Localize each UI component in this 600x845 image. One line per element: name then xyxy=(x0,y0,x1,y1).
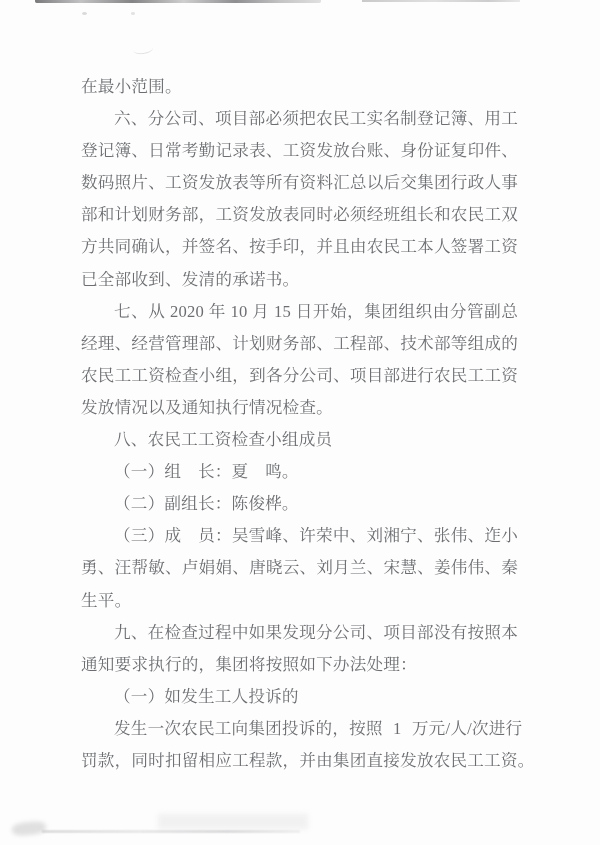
scan-artifact-top-line-left xyxy=(35,0,321,3)
scan-artifact-top-line-right xyxy=(362,0,520,2)
paragraph: 九、在检查过程中如果发现分公司、项目部没有按照本通知要求执行的，集团将按照如下办法处理： xyxy=(81,622,518,674)
scan-speck xyxy=(131,12,135,15)
paragraph: （三）成 员：吴雪峰、许荣中、刘湘宁、张伟、迮小勇、汪帮敏、卢娟娟、唐晓云、刘月兰、宋慧、姜伟伟、秦生平。 xyxy=(81,526,518,610)
paragraph: 发生一次农民工向集团投诉的，按照 1 万元/人/次进行罚款，同时扣留相应工程款，并由集团直接发放农民工工资。 xyxy=(81,718,535,770)
paragraph: 在最小范围。 xyxy=(81,77,182,96)
scan-artifact-bottom-line xyxy=(42,830,300,833)
paragraph: （二）副组长：陈俊桦。 xyxy=(114,494,299,514)
scan-artifact-bottom-smudge xyxy=(11,820,46,836)
scan-artifact-bottom-band xyxy=(158,814,308,829)
scan-squiggle-mark xyxy=(132,43,153,56)
paragraph: 八、农民工工资检查小组成员 xyxy=(114,430,333,450)
paragraph: （一）组 长：夏 鸣。 xyxy=(114,462,299,482)
paragraph: 六、分公司、项目部必须把农民工实名制登记簿、用工登记簿、日常考勤记录表、工资发放台账、身份证复印件、数码照片、工资发放表等所有资料汇总以后交集团行政人事部和计划财务部，工资发放表同时必须经班组长和农民工双方共同确认，并签名、按手印，并且由农民工本人签署工资已全部收到、发清的承诺书。 xyxy=(81,109,518,289)
document-body xyxy=(81,71,535,777)
scan-speck xyxy=(82,12,87,15)
paragraph: 七、从 2020 年 10 月 15 日开始，集团组织由分管副总经理、经营管理部、计划财务部、工程部、技术部等组成的农民工工资检查小组，到各分公司、项目部进行农民工工资发放情况以及通知执行情况检查。 xyxy=(81,301,518,417)
paragraph: （一）如发生工人投诉的 xyxy=(114,686,299,706)
